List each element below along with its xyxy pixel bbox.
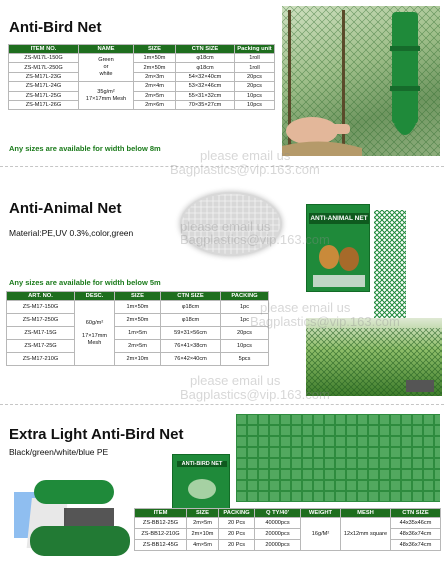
size-cell: 2m×50m: [115, 314, 161, 327]
packing-cell: 10pcs: [221, 340, 269, 353]
packing-cell: 1pc: [221, 301, 269, 314]
ctn-size-cell: 44x35x46cm: [391, 518, 441, 529]
item-cell: ZS-BB12-210G: [135, 529, 187, 540]
art-no-cell: ZS-M17-15G: [7, 327, 75, 340]
packing-cell: 20 Pcs: [219, 540, 255, 551]
header-cell: PACKING: [219, 509, 255, 518]
header-cell: PACKING: [221, 292, 269, 301]
size-cell: 2m×10m: [187, 529, 219, 540]
extra-light-spec-table: [134, 508, 441, 551]
weight-line: 60g/m²: [85, 319, 104, 326]
garden-net-photo: [282, 6, 440, 156]
table-header-row: [7, 292, 269, 301]
package-label: ANTI-BIRD NET: [177, 461, 227, 467]
header-cell: MESH: [341, 509, 391, 518]
section-title: Anti-Bird Net: [9, 19, 102, 36]
packing-cell: 1roll: [235, 54, 275, 63]
weight-line: 35g/m²: [97, 88, 115, 95]
table-row: [7, 314, 269, 327]
spec-cell: [79, 82, 134, 110]
table-header-row: [9, 45, 275, 54]
name-line: or: [103, 64, 109, 71]
table-row: [7, 340, 269, 353]
header-cell: SIZE: [187, 509, 219, 518]
mesh-grid-graphic: [236, 414, 440, 502]
item-cell: ZS-BB12-45G: [135, 540, 187, 551]
qty-cell: 20000pcs: [255, 540, 301, 551]
packing-cell: 1roll: [235, 63, 275, 72]
package-graphic: [307, 205, 370, 292]
size-note: Any sizes are available for width below 5m: [9, 278, 161, 287]
qty-cell: 20000pcs: [255, 529, 301, 540]
ctn-size-cell: 59×31×56cm: [161, 327, 221, 340]
ctn-size-cell: 48x36x74cm: [391, 540, 441, 551]
header-cell: ITEM: [135, 509, 187, 518]
ctn-size-cell: φ18cm: [161, 301, 221, 314]
item-no-cell: ZS-M17L-24G: [9, 82, 79, 91]
ctn-size-cell: 54×32×40cm: [176, 72, 235, 81]
size-cell: 2m×4m: [134, 82, 176, 91]
green-mesh-swatch: [236, 414, 440, 502]
header-cell: NAME: [79, 45, 134, 54]
table-row: [135, 540, 441, 551]
size-cell: 2m×10m: [115, 353, 161, 366]
header-cell: Packing unit: [235, 45, 275, 54]
table-row: [135, 518, 441, 529]
table-row: [7, 301, 269, 314]
ctn-size-cell: 55×31×32cm: [176, 91, 235, 100]
size-note: Any sizes are available for width below 8m: [9, 144, 161, 153]
packing-cell: 5pcs: [221, 353, 269, 366]
material-text: Material:PE,UV 0.3%,color,green: [9, 228, 134, 238]
size-cell: 2m×6m: [134, 100, 176, 109]
anti-animal-package-photo: [306, 204, 370, 292]
table-row: [7, 327, 269, 340]
section-divider: [0, 404, 444, 405]
watermark-email-label: please email us: [190, 373, 281, 388]
packing-cell: 20pcs: [221, 327, 269, 340]
header-cell: ART. NO.: [7, 292, 75, 301]
anti-bird-spec-table: [8, 44, 275, 110]
table-row: [9, 72, 275, 81]
ctn-size-cell: 53×32×46cm: [176, 82, 235, 91]
ctn-size-cell: φ18cm: [176, 54, 235, 63]
mesh-pattern-graphic: [180, 192, 282, 256]
item-no-cell: ZS-M17L-23G: [9, 72, 79, 81]
packing-cell: 20 Pcs: [219, 518, 255, 529]
art-no-cell: ZS-M17-250G: [7, 314, 75, 327]
weight-cell: 16g/M²: [301, 518, 341, 551]
header-cell: CTN SIZE: [176, 45, 235, 54]
name-line: Green: [98, 57, 114, 64]
packing-cell: 20 Pcs: [219, 529, 255, 540]
table-row: [135, 529, 441, 540]
header-cell: SIZE: [134, 45, 176, 54]
table-row: [9, 54, 275, 63]
watermark-email-address: Bagplastics@vip.163.com: [180, 387, 330, 402]
header-cell: WEIGHT: [301, 509, 341, 518]
extra-light-net-section: [0, 406, 444, 566]
mesh-line: 17×17mm Mesh: [85, 95, 127, 102]
ctn-size-cell: 76×41×38cm: [161, 340, 221, 353]
anti-animal-spec-table: [6, 291, 269, 366]
table-row: [9, 100, 275, 109]
size-cell: 2m×5m: [115, 340, 161, 353]
size-cell: 2m×3m: [134, 72, 176, 81]
name-cell: [79, 54, 134, 82]
ctn-size-cell: 76×42×40cm: [161, 353, 221, 366]
size-cell: 1m×50m: [115, 301, 161, 314]
header-cell: SIZE: [115, 292, 161, 301]
package-graphic: [173, 455, 230, 510]
ctn-size-cell: 70×35×27cm: [176, 100, 235, 109]
size-cell: 1m×5m: [115, 327, 161, 340]
size-cell: 4m×5m: [187, 540, 219, 551]
header-cell: ITEM NO.: [9, 45, 79, 54]
rolled-net-graphic: [372, 210, 408, 322]
garden-fence-photo: [306, 318, 442, 396]
table-row: [9, 91, 275, 100]
art-no-cell: ZS-M17-150G: [7, 301, 75, 314]
header-cell: Q TY/40': [255, 509, 301, 518]
header-cell: DESC.: [75, 292, 115, 301]
fence-graphic: [306, 318, 442, 396]
watermark-email-address: Bagplastics@vip.163.com: [170, 162, 320, 177]
packing-cell: 20pcs: [235, 82, 275, 91]
mesh-cell: 12x12mm square: [341, 518, 391, 551]
item-no-cell: ZS-M17L-25G: [9, 91, 79, 100]
watermark-email-label: please email us: [180, 219, 271, 234]
anti-animal-net-section: [0, 168, 444, 400]
watermark-email-address: Bagplastics@vip.163.com: [250, 314, 400, 329]
anti-bird-package-photo: [172, 454, 230, 510]
header-cell: CTN SIZE: [391, 509, 441, 518]
table-row: [7, 353, 269, 366]
header-cell: CTN SIZE: [161, 292, 221, 301]
item-no-cell: ZS-M17L-26G: [9, 100, 79, 109]
rolls-graphic: [14, 478, 136, 558]
ctn-size-cell: φ18cm: [176, 63, 235, 72]
rolled-net-photo: [372, 210, 408, 322]
ctn-size-cell: 48x36x74cm: [391, 529, 441, 540]
section-divider: [0, 166, 444, 167]
mesh-line: 17×17mm Mesh: [81, 332, 108, 346]
art-no-cell: ZS-M17-25G: [7, 340, 75, 353]
item-no-cell: ZS-M17L-150G: [9, 54, 79, 63]
anti-bird-net-section: [0, 0, 444, 160]
packing-cell: 10pcs: [235, 91, 275, 100]
size-cell: 2m×5m: [187, 518, 219, 529]
desc-cell: [75, 301, 115, 366]
name-line: white: [99, 71, 113, 78]
mesh-swatch: [180, 192, 282, 256]
package-label: ANTI-ANIMAL NET: [310, 215, 368, 222]
art-no-cell: ZS-M17-210G: [7, 353, 75, 366]
packing-cell: 20pcs: [235, 72, 275, 81]
qty-cell: 40000pcs: [255, 518, 301, 529]
colors-text: Black/green/white/blue PE: [9, 447, 109, 457]
ctn-size-cell: φ18cm: [161, 314, 221, 327]
item-cell: ZS-BB12-25G: [135, 518, 187, 529]
net-mesh-graphic: [282, 6, 440, 156]
size-cell: 1m×50m: [134, 54, 176, 63]
size-cell: 2m×5m: [134, 91, 176, 100]
watermark-email-label: please email us: [260, 300, 351, 315]
table-row: [9, 82, 275, 91]
watermark-email-label: please email us: [200, 148, 291, 163]
table-row: [9, 63, 275, 72]
watermark-email-address: Bagplastics@vip.163.com: [180, 232, 330, 247]
item-no-cell: ZS-M17L-250G: [9, 63, 79, 72]
net-rolls-photo: [14, 478, 136, 558]
section-title: Extra Light Anti-Bird Net: [9, 426, 184, 443]
table-header-row: [135, 509, 441, 518]
size-cell: 2m×50m: [134, 63, 176, 72]
packing-cell: 1pc: [221, 314, 269, 327]
packing-cell: 10pcs: [235, 100, 275, 109]
section-title: Anti-Animal Net: [9, 200, 122, 217]
